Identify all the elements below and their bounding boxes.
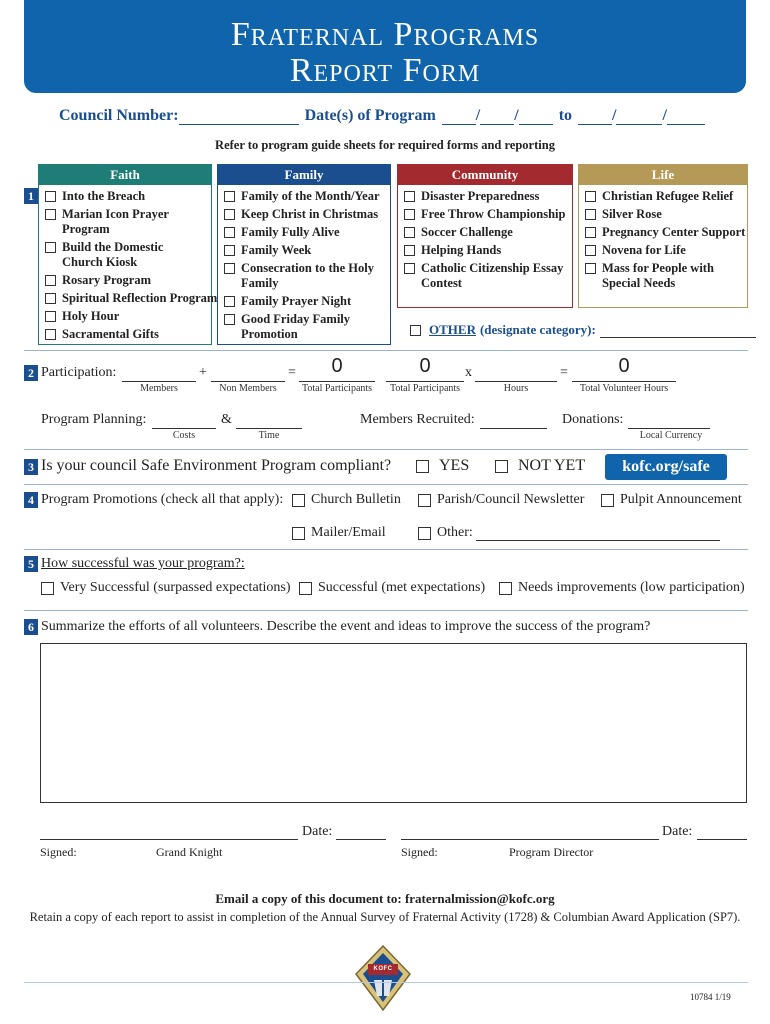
kofc-emblem xyxy=(352,944,414,1012)
checkbox[interactable] xyxy=(45,311,56,322)
date-separator: / xyxy=(612,107,617,124)
checkbox[interactable] xyxy=(224,263,235,274)
checkbox[interactable] xyxy=(495,460,508,473)
promo-other[interactable]: Other: xyxy=(418,525,473,541)
form-title-line1: Fraternal Programs xyxy=(230,16,540,53)
date-field-2[interactable] xyxy=(697,823,747,840)
family-item[interactable]: Family Fully Alive xyxy=(224,225,386,240)
ampersand: & xyxy=(221,412,232,427)
checkbox[interactable] xyxy=(404,263,415,274)
members-caption: Members xyxy=(140,383,178,394)
faith-item[interactable]: Sacramental Gifts xyxy=(45,327,207,342)
faith-header: Faith xyxy=(39,165,211,185)
start-month-field[interactable] xyxy=(442,109,476,125)
faith-item[interactable]: Holy Hour xyxy=(45,309,207,324)
community-box xyxy=(397,164,573,308)
to-label: to xyxy=(558,107,573,124)
end-day-field[interactable] xyxy=(616,109,662,125)
checkbox[interactable] xyxy=(404,191,415,202)
date-separator: / xyxy=(514,107,519,124)
date-label-1: Date: xyxy=(302,824,333,839)
plus-sign: + xyxy=(199,365,207,380)
section-6-badge: 6 xyxy=(24,619,38,635)
start-day-field[interactable] xyxy=(480,109,514,125)
section-1-badge: 1 xyxy=(24,188,38,204)
equals-sign: = xyxy=(288,365,296,380)
checkbox[interactable] xyxy=(41,582,54,595)
time-caption: Time xyxy=(258,430,280,441)
checkbox[interactable] xyxy=(45,191,56,202)
grand-knight-caption: Grand Knight xyxy=(156,845,223,859)
form-title-line2: Report Form xyxy=(289,52,481,89)
checkbox[interactable] xyxy=(601,494,614,507)
promo-mailer-email[interactable]: Mailer/Email xyxy=(292,525,386,541)
divider xyxy=(24,549,748,550)
community-header: Community xyxy=(398,165,572,185)
checkbox[interactable] xyxy=(585,245,596,256)
checkbox[interactable] xyxy=(45,293,56,304)
promo-other-field[interactable] xyxy=(476,524,720,541)
success-very[interactable]: Very Successful (surpassed expectations) xyxy=(41,580,291,596)
grand-knight-signature-field[interactable] xyxy=(40,823,298,840)
family-item[interactable]: Family Week xyxy=(224,243,386,258)
checkbox[interactable] xyxy=(224,209,235,220)
faith-item[interactable]: Spiritual Reflection Program xyxy=(45,291,207,306)
other-label: OTHER xyxy=(429,322,476,337)
community-item[interactable]: Soccer Challenge xyxy=(404,225,568,240)
non-members-caption: Non Members xyxy=(219,383,277,394)
family-item[interactable]: Family of the Month/Year xyxy=(224,189,386,204)
promo-newsletter[interactable]: Parish/Council Newsletter xyxy=(418,492,584,508)
checkbox[interactable] xyxy=(404,245,415,256)
end-month-field[interactable] xyxy=(578,109,612,125)
members-recruited-label: Members Recruited: xyxy=(360,412,475,427)
faith-item[interactable]: Rosary Program xyxy=(45,273,207,288)
summary-textarea[interactable] xyxy=(40,643,747,803)
other-category-field[interactable] xyxy=(600,324,756,338)
community-item[interactable]: Catholic Citizenship Essay Contest xyxy=(404,261,568,291)
costs-field[interactable] xyxy=(152,412,216,429)
checkbox[interactable] xyxy=(418,494,431,507)
program-promotions-label: Program Promotions (check all that apply): xyxy=(41,492,284,507)
checkbox[interactable] xyxy=(499,582,512,595)
checkbox[interactable] xyxy=(292,527,305,540)
form-code: 10784 1/19 xyxy=(690,992,731,1002)
checkbox[interactable] xyxy=(224,296,235,307)
date-separator: / xyxy=(475,107,481,124)
safe-env-yes[interactable]: YES xyxy=(416,457,469,475)
life-item[interactable]: Mass for People with Special Needs xyxy=(585,261,743,291)
divider xyxy=(24,449,748,450)
family-item[interactable]: Good Friday Family Promotion xyxy=(224,312,386,342)
section-4-badge: 4 xyxy=(24,492,38,508)
date-label-2: Date: xyxy=(662,824,693,839)
success-question: How successful was your program?: xyxy=(41,556,245,571)
date-field-1[interactable] xyxy=(336,823,386,840)
dates-label: Date(s) of Program xyxy=(304,107,436,124)
life-box xyxy=(578,164,748,308)
divider xyxy=(24,350,748,351)
faith-item[interactable]: Marian Icon Prayer Program xyxy=(45,207,207,237)
total-participants-2-field[interactable]: 0 xyxy=(386,355,464,382)
total-volunteer-hours-field[interactable]: 0 xyxy=(572,355,676,382)
signed-caption-2: Signed: xyxy=(401,845,438,859)
checkbox[interactable] xyxy=(45,242,56,253)
life-header: Life xyxy=(579,165,747,185)
members-field[interactable] xyxy=(122,365,196,382)
checkbox[interactable] xyxy=(224,227,235,238)
other-category-line xyxy=(410,322,756,338)
times-sign: x xyxy=(465,365,472,380)
program-director-signature-field[interactable] xyxy=(401,823,659,840)
checkbox[interactable] xyxy=(404,227,415,238)
total-participants-field[interactable]: 0 xyxy=(299,355,375,382)
program-director-caption: Program Director xyxy=(509,845,594,859)
checkbox[interactable] xyxy=(585,191,596,202)
date-separator: / xyxy=(662,107,667,124)
faith-item[interactable]: Into the Breach xyxy=(45,189,207,204)
faith-box xyxy=(38,164,218,345)
checkbox[interactable] xyxy=(585,227,596,238)
checkbox[interactable] xyxy=(224,314,235,325)
family-item[interactable]: Keep Christ in Christmas xyxy=(224,207,386,222)
faith-item[interactable]: Build the Domestic Church Kiosk xyxy=(45,240,207,270)
checkbox[interactable] xyxy=(45,329,56,340)
checkbox[interactable] xyxy=(224,191,235,202)
program-planning-label: Program Planning: xyxy=(41,412,147,427)
end-year-field[interactable] xyxy=(667,109,705,125)
divider xyxy=(24,484,748,485)
divider xyxy=(24,982,748,983)
community-item[interactable]: Helping Hands xyxy=(404,243,568,258)
summary-prompt: Summarize the efforts of all volunteers. Describe the event and ideas to improve the success of the program? xyxy=(41,619,651,634)
community-item[interactable]: Disaster Preparedness xyxy=(404,189,568,204)
checkbox[interactable] xyxy=(45,275,56,286)
checkbox[interactable] xyxy=(404,209,415,220)
retain-line: Retain a copy of each report to assist in completion of the Annual Survey of Fraternal Activity (1728) & Columbian Award Application (SP7). xyxy=(29,910,741,924)
time-field[interactable] xyxy=(236,412,302,429)
kofc-safe-link[interactable]: kofc.org/safe xyxy=(605,454,727,480)
form-header xyxy=(24,0,746,93)
checkbox[interactable] xyxy=(418,527,431,540)
checkbox[interactable] xyxy=(585,209,596,220)
hours-field[interactable] xyxy=(475,365,557,382)
checkbox[interactable] xyxy=(224,245,235,256)
life-item[interactable]: Christian Refugee Relief xyxy=(585,189,743,204)
community-item[interactable]: Free Throw Championship xyxy=(404,207,568,222)
start-year-field[interactable] xyxy=(519,109,553,125)
total-participants-2-caption: Total Participants xyxy=(389,383,461,394)
refer-note: Refer to program guide sheets for required forms and reporting xyxy=(215,138,555,152)
life-item[interactable]: Silver Rose xyxy=(585,207,743,222)
council-number-label: Council Number: xyxy=(59,107,179,124)
safe-environment-question: Is your council Safe Environment Program compliant? xyxy=(41,457,392,474)
checkbox[interactable] xyxy=(585,263,596,274)
council-number-field[interactable] xyxy=(179,109,299,125)
checkbox[interactable] xyxy=(45,209,56,220)
members-recruited-field[interactable] xyxy=(480,412,547,429)
success-met[interactable]: Successful (met expectations) xyxy=(299,580,485,596)
success-needs-improvement[interactable]: Needs improvements (low participation) xyxy=(499,580,745,596)
section-3-badge: 3 xyxy=(24,459,38,475)
section-5-badge: 5 xyxy=(24,556,38,572)
costs-caption: Costs xyxy=(172,430,196,441)
kofc-emblem-graphic xyxy=(352,944,414,1012)
checkbox[interactable] xyxy=(292,494,305,507)
section-2-badge: 2 xyxy=(24,365,38,381)
checkbox[interactable] xyxy=(299,582,312,595)
council-dates-line xyxy=(59,107,705,125)
safe-env-not-yet[interactable]: NOT YET xyxy=(495,457,585,475)
family-box xyxy=(217,164,391,345)
family-item[interactable]: Family Prayer Night xyxy=(224,294,386,309)
life-item[interactable]: Pregnancy Center Support xyxy=(585,225,743,240)
emblem-text: KOFC xyxy=(373,966,393,972)
divider xyxy=(24,610,748,611)
promo-pulpit[interactable]: Pulpit Announcement xyxy=(601,492,742,508)
total-participants-caption: Total Participants xyxy=(301,383,373,394)
donations-field[interactable] xyxy=(628,412,710,429)
donations-label: Donations: xyxy=(562,412,624,427)
other-suffix: (designate category): xyxy=(479,322,596,337)
checkbox[interactable] xyxy=(416,460,429,473)
other-checkbox[interactable] xyxy=(410,325,421,336)
equals-sign-2: = xyxy=(560,365,568,380)
email-line: Email a copy of this document to: fraternalmission@kofc.org xyxy=(215,891,555,906)
promo-church-bulletin[interactable]: Church Bulletin xyxy=(292,492,401,508)
family-item[interactable]: Consecration to the Holy Family xyxy=(224,261,386,291)
life-item[interactable]: Novena for Life xyxy=(585,243,743,258)
signed-caption-1: Signed: xyxy=(40,845,77,859)
participation-label: Participation: xyxy=(41,365,117,380)
hours-caption: Hours xyxy=(503,383,529,394)
family-header: Family xyxy=(218,165,390,185)
total-volunteer-hours-caption: Total Volunteer Hours xyxy=(579,383,669,394)
local-currency-caption: Local Currency xyxy=(639,430,703,441)
non-members-field[interactable] xyxy=(211,365,285,382)
